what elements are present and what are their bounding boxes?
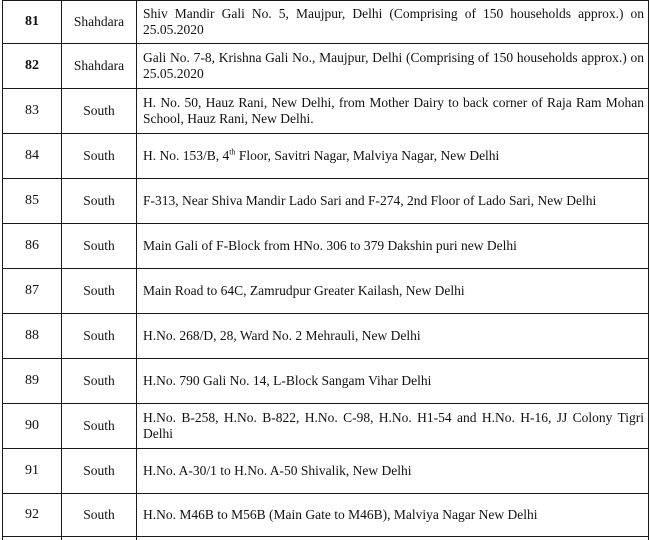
table-row: [3, 89, 649, 134]
empty-cell: [3, 537, 62, 540]
serial-number: 86: [3, 224, 62, 269]
area-text-start: H. No. 153/B, 4: [143, 148, 230, 163]
containment-area: H.No. A-30/1 to H.No. A-50 Shivalik, New Delhi: [137, 449, 649, 494]
containment-area: F-313, Near Shiva Mandir Lado Sari and F-274, 2nd Floor of Lado Sari, New Delhi: [137, 179, 649, 224]
table-row: [3, 1, 649, 44]
table-row: [3, 359, 649, 404]
serial-number: 84: [3, 134, 62, 179]
table-row: [3, 269, 649, 314]
table-row: [3, 134, 649, 179]
serial-number: 91: [3, 449, 62, 494]
serial-number: 83: [3, 89, 62, 134]
district-name: South: [62, 89, 137, 134]
containment-area: Main Road to 64C, Zamrudpur Greater Kailash, New Delhi: [137, 269, 649, 314]
serial-number: 87: [3, 269, 62, 314]
district-name: South: [62, 359, 137, 404]
table-row: [3, 314, 649, 359]
district-name: Shahdara: [62, 44, 137, 89]
area-text-end: Floor, Savitri Nagar, Malviya Nagar, New Delhi: [235, 148, 500, 163]
district-name: South: [62, 404, 137, 449]
empty-cell: [62, 537, 137, 540]
serial-number: 89: [3, 359, 62, 404]
containment-area: Shiv Mandir Gali No. 5, Maujpur, Delhi (Comprising of 150 households approx.) on 25.05.2020: [137, 1, 649, 44]
district-name: Shahdara: [62, 1, 137, 44]
table-row: [3, 404, 649, 449]
serial-number: 92: [3, 494, 62, 537]
district-name: South: [62, 449, 137, 494]
table-row: [3, 449, 649, 494]
containment-area: Main Gali of F-Block from HNo. 306 to 379 Dakshin puri new Delhi: [137, 224, 649, 269]
containment-area: Gali No. 7-8, Krishna Gali No., Maujpur, Delhi (Comprising of 150 households approx.) on 25.05.2020: [137, 44, 649, 89]
district-name: South: [62, 494, 137, 537]
containment-area: H.No. M46B to M56B (Main Gate to M46B), Malviya Nagar New Delhi: [137, 494, 649, 537]
containment-area: H. No. 50, Hauz Rani, New Delhi, from Mother Dairy to back corner of Raja Ram Mohan School, Hauz Rani, New Delhi.: [137, 89, 649, 134]
table-row: [3, 44, 649, 89]
table-row: [3, 224, 649, 269]
table-row-cut-off: [3, 537, 649, 540]
district-name: South: [62, 134, 137, 179]
table-row: [3, 494, 649, 537]
containment-area: H.No. 790 Gali No. 14, L-Block Sangam Vihar Delhi: [137, 359, 649, 404]
serial-number: 90: [3, 404, 62, 449]
district-name: South: [62, 179, 137, 224]
table-row: [3, 179, 649, 224]
district-name: South: [62, 224, 137, 269]
serial-number: 88: [3, 314, 62, 359]
district-name: South: [62, 269, 137, 314]
serial-number: 82: [3, 44, 62, 89]
serial-number: 81: [3, 1, 62, 44]
ordinal-suffix: th: [229, 147, 236, 157]
containment-area: H.No. B-258, H.No. B-822, H.No. C-98, H.No. H1-54 and H.No. H-16, JJ Colony Tigri Delhi: [137, 404, 649, 449]
containment-area: [137, 134, 649, 179]
empty-cell: [137, 537, 649, 540]
containment-area: H.No. 268/D, 28, Ward No. 2 Mehrauli, New Delhi: [137, 314, 649, 359]
serial-number: 85: [3, 179, 62, 224]
containment-zones-table: [2, 0, 649, 540]
district-name: South: [62, 314, 137, 359]
